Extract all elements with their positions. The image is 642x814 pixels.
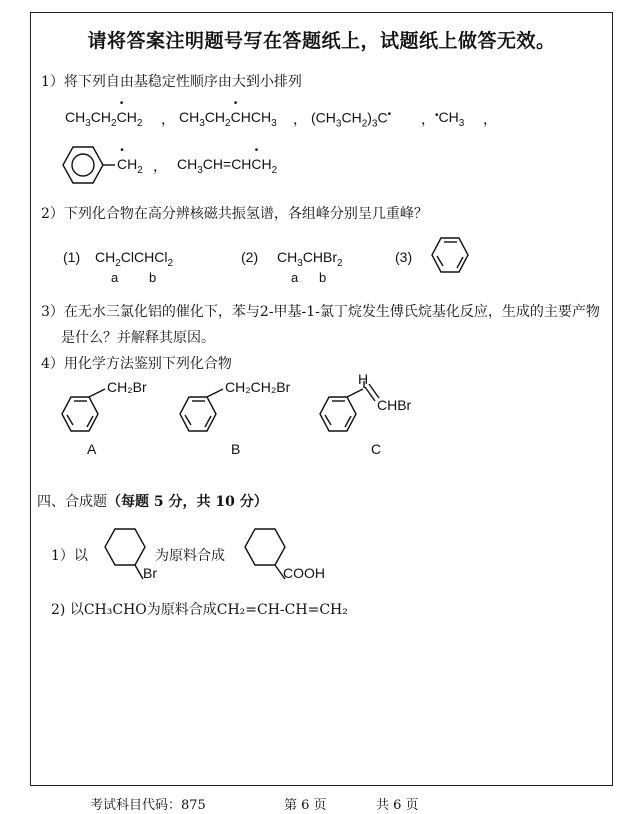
label-a: a [291,270,299,285]
cyclohexane-ring-icon [95,525,155,595]
label-a: a [111,270,119,285]
section-title [37,491,268,511]
compound-a-substituent: CH₂Br [107,379,147,395]
page-number: 第 6 页 [284,798,327,813]
benzyl-radical-text: • $CH_2$ [117,156,143,176]
cyclohexane-ring-icon [237,525,297,595]
compound-c-h: H [358,371,369,387]
compound-b-label: B [231,441,241,457]
q2-item-2-num: (2) [241,249,259,265]
label-b: b [319,270,327,285]
section-note: （每题 5 分，共 10 分） [107,494,268,510]
benzene-ring-icon [59,145,119,195]
question-2-prompt: 2）下列化合物在高分辨核磁共振氢谱，各组峰分别呈几重峰？ [41,206,428,222]
allyl-radical: $CH_3CH=CH•$ $CH_2$ [177,156,277,176]
separator: ， [153,158,167,174]
synthesis-2: 2) 以CH₃CHO为原料合成CH₂=CH-CH=CH₂ [51,602,348,618]
carboxyl-substituent: COOH [283,565,325,581]
compound-b-substituent: CH₂CH₂Br [225,379,291,395]
exam-code: 考试科目代码：875 [90,798,206,813]
q2-item-3-num: (3) [395,249,413,265]
q2-compound-1: $CH_2ClCHCl_2$ [95,249,174,269]
separator: ， [421,111,435,127]
separator: ， [161,111,175,127]
question-1-prompt: 1）将下列自由基稳定性顺序由大到小排列 [41,74,302,90]
page-header: 请将答案注明题号写在答题纸上，试题纸上做答无效。 [87,30,556,52]
question-3-line-1: 3）在无水三氯化铝的催化下，苯与2-甲基-1-氯丁烷发生傅氏烷基化反应，生成的主要产物 [41,304,600,320]
separator: ， [483,111,497,127]
question-3-line-2: 是什么？并解释其原因。 [61,330,215,346]
benzene-ring-icon [429,235,479,281]
radical-2: $CH_3CH_2•$ $CHCH_3$ [179,109,277,129]
q2-item-1-num: (1) [63,249,81,265]
bromo-substituent: Br [143,565,157,581]
q2-compound-2: $CH_3CHBr_2$ [277,249,343,269]
radical-1: $CH_3CH_2•$ $CH_2$ [65,109,142,129]
compound-c-substituent: CHBr [377,397,412,413]
benzene-ring-icon [177,389,267,441]
radical-4: $^•CH_3$ [435,109,465,129]
section-heading: 四、合成题 [37,494,107,510]
page-total: 共 6 页 [376,798,419,813]
synthesis-1-mid: 为原料合成 [155,548,225,564]
label-b: b [149,270,157,285]
compound-c-label: C [371,441,382,457]
radical-3: $(CH_3CH_2)_3C^•$ [311,109,392,130]
compound-a-label: A [87,441,97,457]
separator: ， [293,111,307,127]
benzene-ring-icon [59,389,149,441]
exam-page [30,12,613,786]
synthesis-1-num: 1）以 [51,548,88,564]
question-4-prompt: 4）用化学方法鉴别下列化合物 [41,356,232,372]
